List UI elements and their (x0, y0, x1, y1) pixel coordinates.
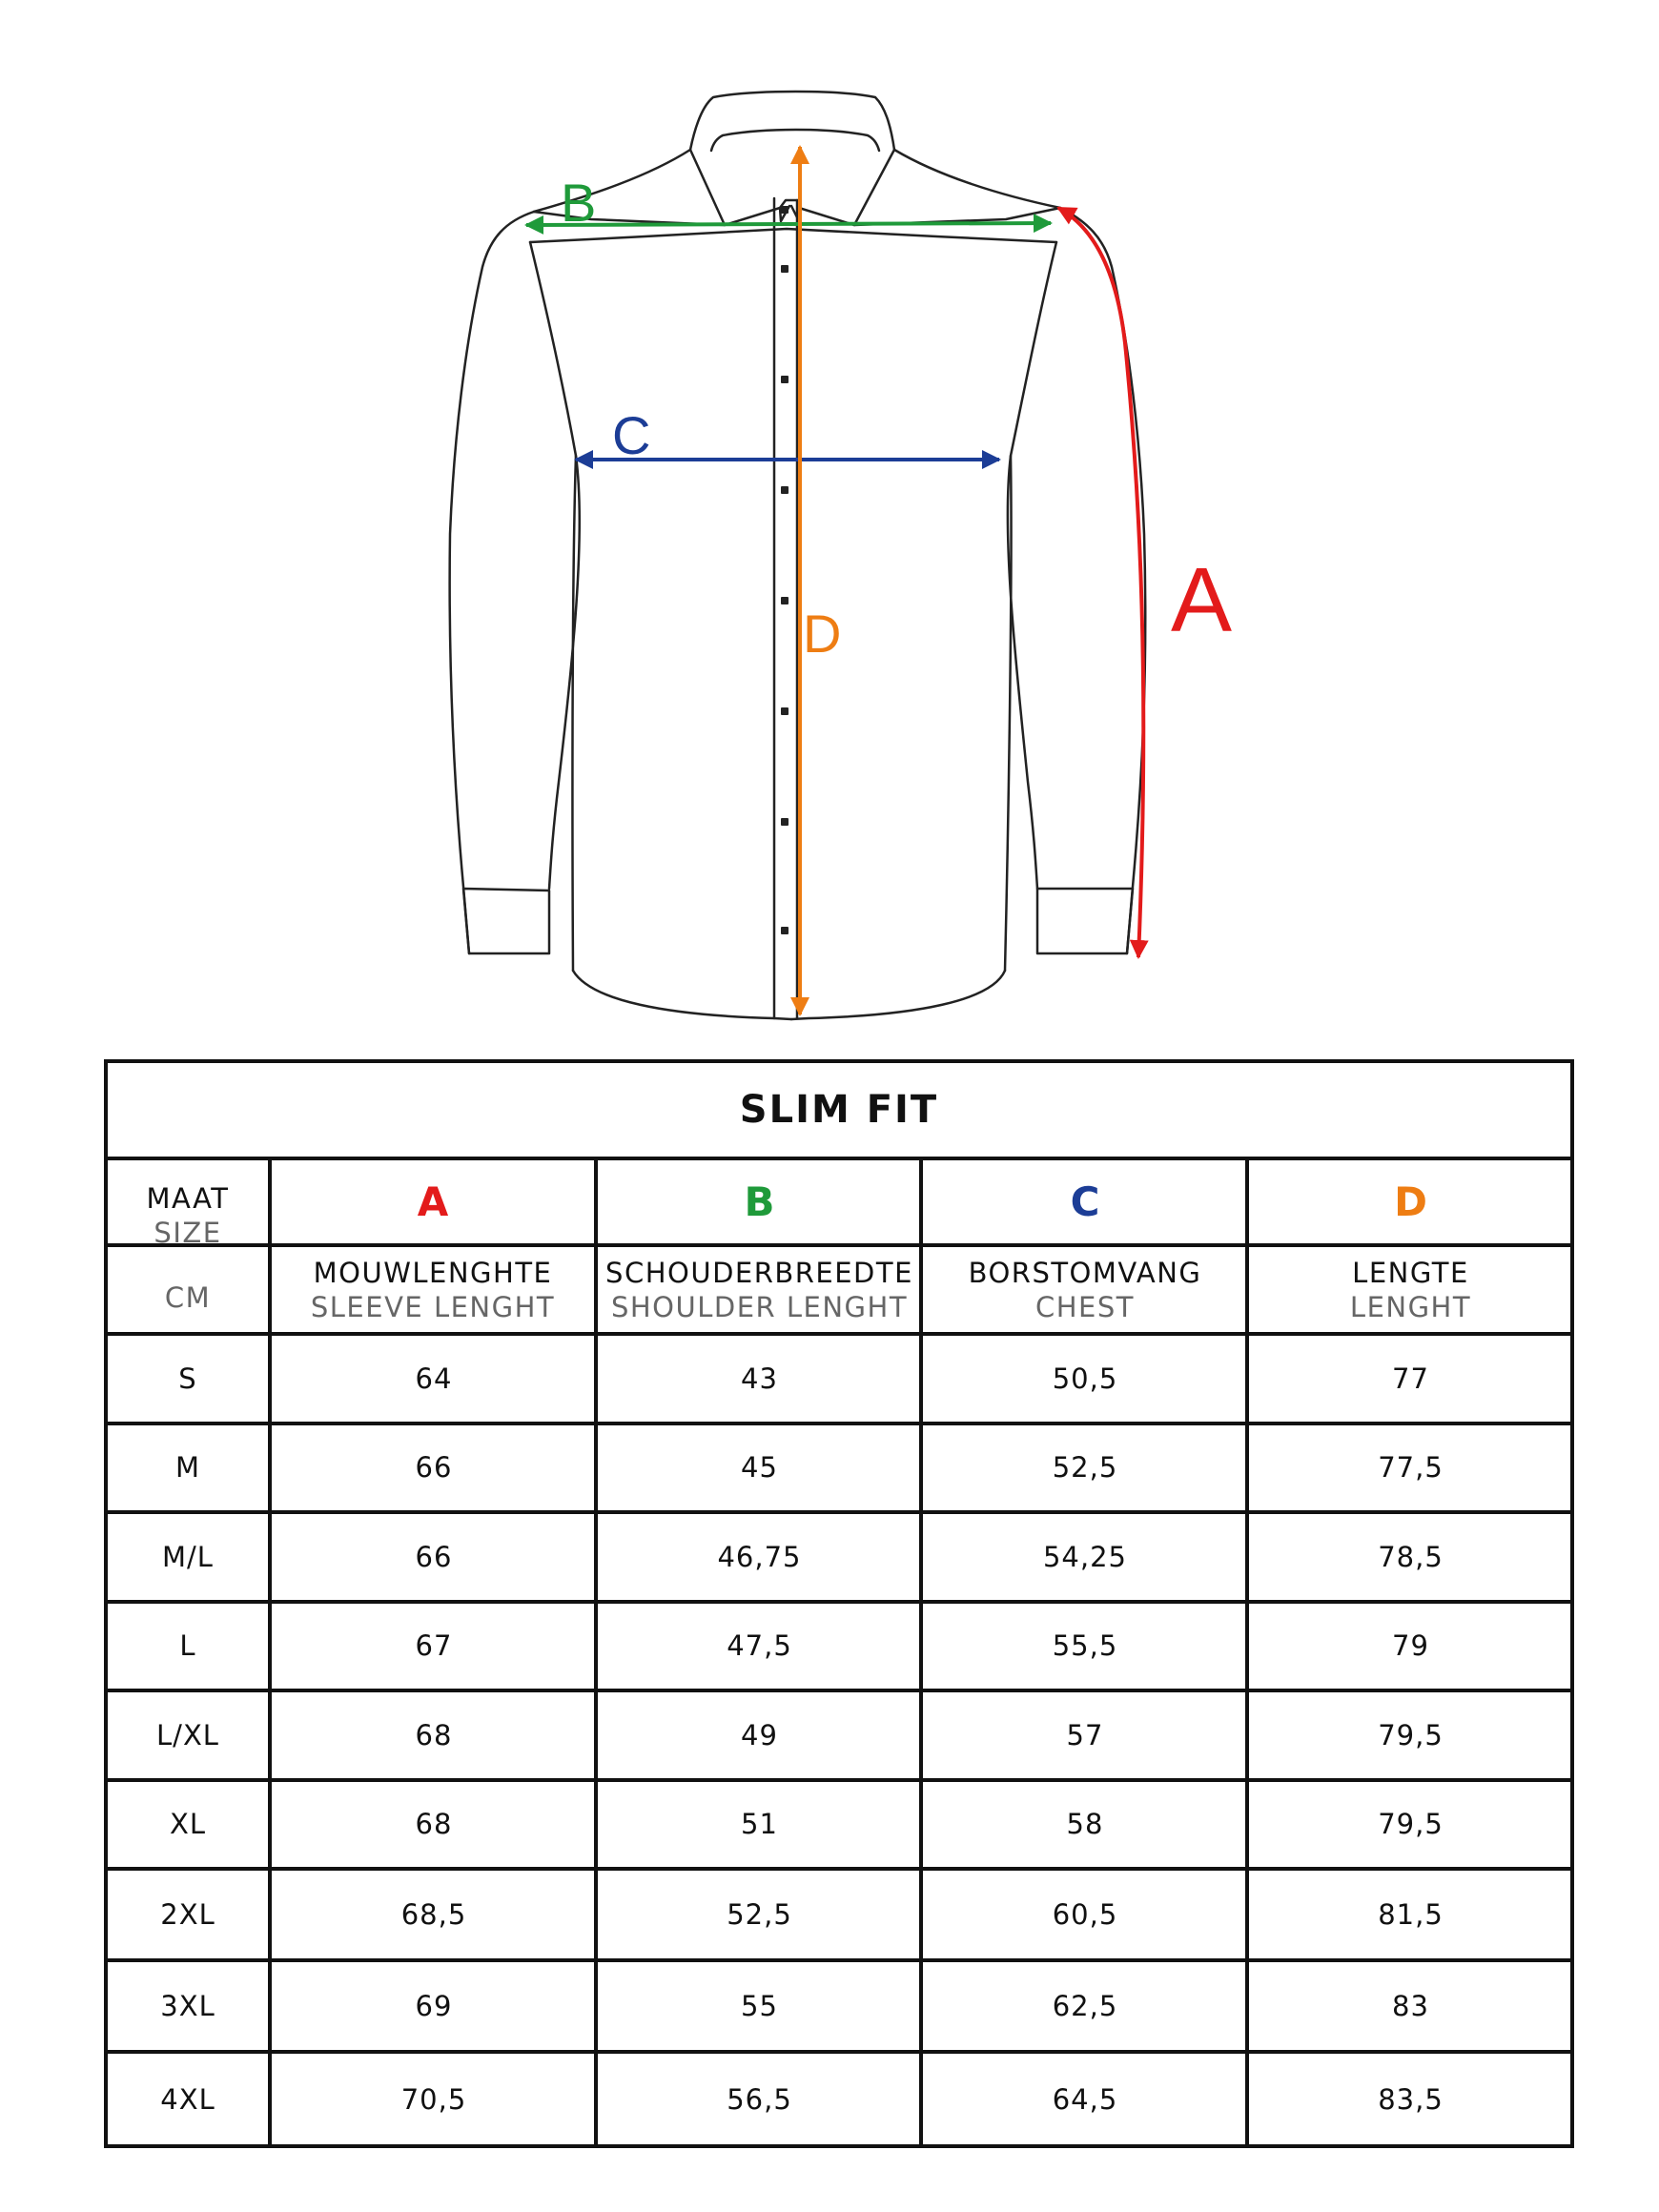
shoulder-arrow (526, 223, 1051, 225)
measurement-value: 81,5 (1378, 1898, 1444, 1931)
value-cell (925, 1692, 1245, 1778)
label-c: C (612, 405, 651, 465)
table-vline (919, 1157, 923, 2144)
column-header-a (272, 1247, 594, 1332)
label-d: D (803, 604, 842, 664)
column-letter-b (600, 1160, 919, 1243)
size-header-unit: CM (164, 1281, 212, 1314)
value-cell (274, 1603, 594, 1689)
column-header-d (1251, 1247, 1570, 1332)
measurement-value: 55 (741, 1990, 778, 2022)
value-cell (925, 1962, 1245, 2050)
value-cell (1251, 1692, 1570, 1778)
measurement-value: 79,5 (1378, 1719, 1444, 1751)
measurement-value: 77 (1392, 1362, 1429, 1395)
size-header-nl: MAAT (146, 1182, 230, 1215)
value-cell (1251, 1336, 1570, 1422)
value-cell (274, 1962, 594, 2050)
measurement-value: 58 (1066, 1808, 1104, 1840)
measurement-value: 83 (1392, 1990, 1429, 2022)
size-cell (108, 1603, 268, 1689)
value-cell (925, 1514, 1245, 1600)
measurement-value: 60,5 (1052, 1898, 1118, 1931)
size-label: L/XL (156, 1719, 219, 1751)
measurement-value: 79 (1392, 1629, 1429, 1662)
size-cell (108, 1336, 268, 1422)
measurement-value: 62,5 (1052, 1990, 1118, 2022)
value-cell (1251, 1424, 1570, 1510)
value-cell (925, 1336, 1245, 1422)
measurement-value: 56,5 (727, 2082, 792, 2116)
size-label: S (178, 1362, 197, 1395)
shirt-outline (450, 92, 1146, 1019)
size-label: 4XL (160, 2082, 215, 2116)
measurement-value: 83,5 (1378, 2082, 1444, 2116)
column-letter: B (744, 1178, 775, 1225)
measurement-value: 64,5 (1052, 2082, 1118, 2116)
size-cell (108, 1781, 268, 1867)
shirt-buttons (781, 206, 789, 934)
value-cell (600, 1514, 919, 1600)
size-label: 2XL (160, 1898, 215, 1931)
sleeve-arrow (1058, 208, 1143, 957)
label-a: A (1171, 549, 1233, 651)
table-vline (1245, 1157, 1249, 2144)
measurement-value: 79,5 (1378, 1808, 1444, 1840)
column-header-b (600, 1247, 919, 1332)
column-letter: D (1394, 1178, 1427, 1225)
value-cell (1251, 1871, 1570, 1958)
value-cell (274, 1514, 594, 1600)
measurement-value: 66 (415, 1541, 453, 1573)
value-cell (1251, 1962, 1570, 2050)
value-cell (274, 1781, 594, 1867)
value-cell (600, 1871, 919, 1958)
measurement-value: 66 (415, 1451, 453, 1484)
column-header-en: SHOULDER LENGHT (610, 1290, 909, 1323)
size-cell (108, 1514, 268, 1600)
column-header-nl: BORSTOMVANG (968, 1256, 1202, 1289)
value-cell (1251, 1514, 1570, 1600)
value-cell (600, 1781, 919, 1867)
column-letter: C (1070, 1178, 1100, 1225)
column-letter: A (417, 1178, 449, 1225)
measurement-value: 46,75 (717, 1541, 802, 1573)
measurement-value: 69 (415, 1990, 453, 2022)
measurement-value: 47,5 (727, 1629, 792, 1662)
shirt-measurement-diagram (0, 0, 1659, 1030)
measurement-value: 68,5 (400, 1898, 467, 1931)
size-cell (108, 1962, 268, 2050)
size-cell (108, 1424, 268, 1510)
value-cell (600, 1603, 919, 1689)
size-label: L (179, 1629, 196, 1662)
value-cell (925, 1871, 1245, 1958)
column-letter-a (272, 1160, 594, 1243)
measurement-value: 52,5 (727, 1898, 792, 1931)
value-cell (600, 1336, 919, 1422)
size-cell (108, 2054, 268, 2144)
measurement-value: 54,25 (1042, 1541, 1128, 1573)
measurement-value: 67 (415, 1629, 453, 1662)
size-cell (108, 1692, 268, 1778)
column-letter-d (1251, 1160, 1570, 1243)
value-cell (274, 1424, 594, 1510)
measurement-value: 70,5 (400, 2082, 467, 2116)
column-header-nl: SCHOUDERBREEDTE (605, 1256, 913, 1289)
table-title: SLIM FIT (739, 1088, 939, 1132)
column-header-en: CHEST (1034, 1290, 1135, 1323)
column-header-nl: MOUWLENGHTE (313, 1256, 553, 1289)
value-cell (925, 1781, 1245, 1867)
label-b: B (561, 173, 597, 233)
measurement-value: 68 (415, 1808, 453, 1840)
value-cell (600, 1424, 919, 1510)
value-cell (925, 2054, 1245, 2144)
value-cell (600, 2054, 919, 2144)
size-cell (108, 1871, 268, 1958)
size-label: M (174, 1451, 201, 1484)
size-header-en: SIZE (154, 1217, 222, 1249)
value-cell (1251, 2054, 1570, 2144)
column-header-nl: LENGTE (1352, 1256, 1469, 1289)
measurement-value: 52,5 (1052, 1451, 1118, 1484)
measurement-value: 51 (741, 1808, 778, 1840)
value-cell (1251, 1781, 1570, 1867)
size-table (104, 1059, 1574, 2148)
measurement-value: 77,5 (1378, 1451, 1444, 1484)
value-cell (274, 1692, 594, 1778)
size-header-cell (108, 1160, 268, 1332)
value-cell (274, 1336, 594, 1422)
size-label: 3XL (160, 1990, 215, 2022)
measurement-value: 57 (1066, 1719, 1104, 1751)
value-cell (274, 1871, 594, 1958)
column-header-en: SLEEVE LENGHT (310, 1290, 556, 1323)
measurement-value: 78,5 (1378, 1541, 1444, 1573)
measurement-value: 49 (741, 1719, 778, 1751)
measurement-value: 50,5 (1052, 1362, 1118, 1395)
value-cell (1251, 1603, 1570, 1689)
value-cell (925, 1424, 1245, 1510)
column-header-c (925, 1247, 1245, 1332)
column-letter-c (925, 1160, 1245, 1243)
size-label: M/L (162, 1541, 214, 1573)
value-cell (925, 1603, 1245, 1689)
measurement-value: 64 (415, 1362, 453, 1395)
measurement-value: 43 (741, 1362, 778, 1395)
measurement-value: 55,5 (1052, 1629, 1118, 1662)
column-header-en: LENGHT (1349, 1290, 1472, 1323)
size-label: XL (169, 1808, 207, 1840)
table-vline (594, 1157, 598, 2144)
measurement-value: 68 (415, 1719, 453, 1751)
value-cell (600, 1962, 919, 2050)
measurement-value: 45 (741, 1451, 778, 1484)
value-cell (600, 1692, 919, 1778)
value-cell (274, 2054, 594, 2144)
